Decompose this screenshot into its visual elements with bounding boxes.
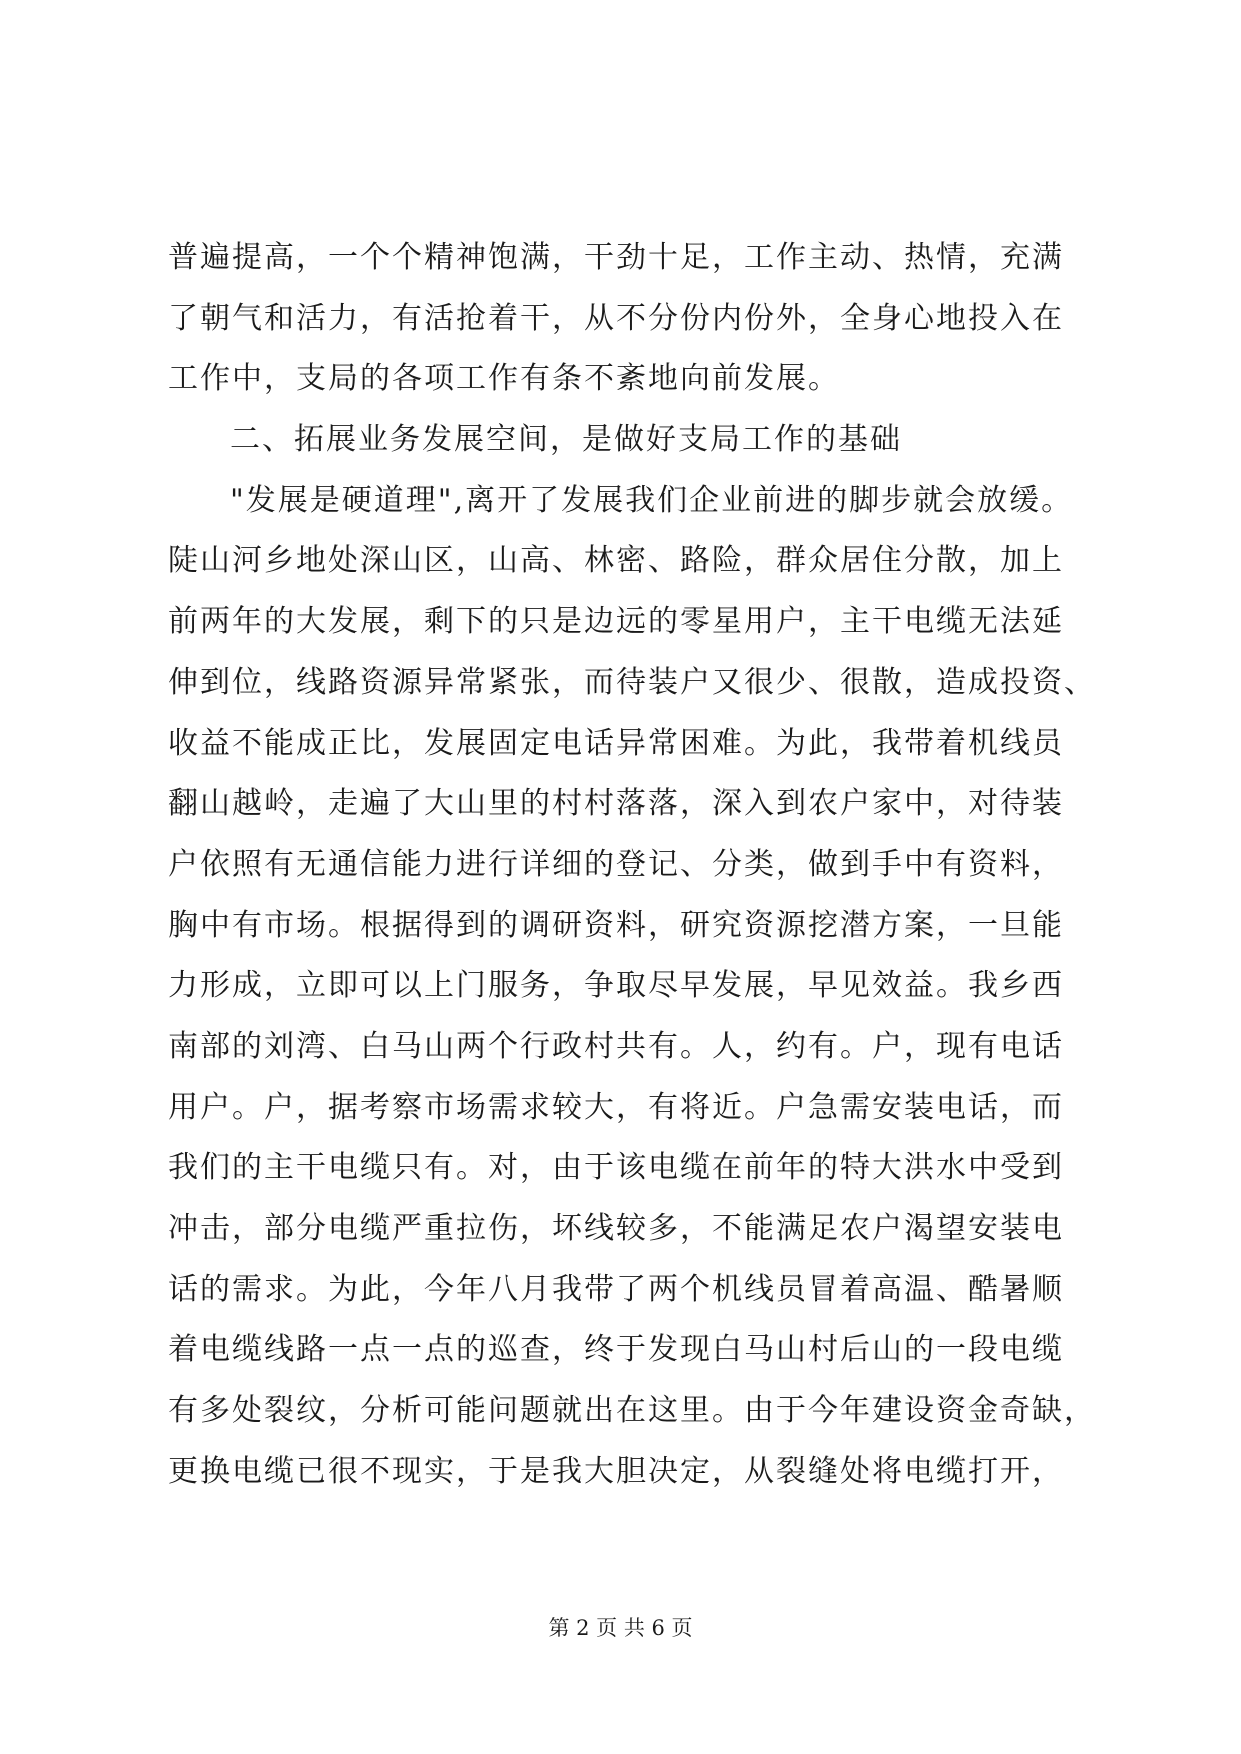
text-line: "发展是硬道理",离开了发展我们企业前进的脚步就会放缓。: [230, 482, 1074, 518]
text-line: 收益不能成正比，发展固定电话异常困难。为此，我带着机线员: [168, 725, 1064, 761]
text-line: 户依照有无通信能力进行详细的登记、分类，做到手中有资料，: [168, 846, 1064, 882]
text-line: 伸到位，线路资源异常紧张，而待装户又很少、很散，造成投资、: [168, 664, 1096, 700]
text-line: 胸中有市场。根据得到的调研资料，研究资源挖潜方案，一旦能: [168, 907, 1064, 943]
text-line: 冲击，部分电缆严重拉伤，坏线较多，不能满足农户渴望安装电: [168, 1211, 1064, 1246]
text-line: 力形成，立即可以上门服务，争取尽早发展，早见效益。我乡西: [168, 968, 1064, 1004]
text-line: 普遍提高，一个个精神饱满，干劲十足，工作主动、热情，充满: [168, 240, 1064, 275]
text-line: 前两年的大发展，剩下的只是边远的零星用户，主干电缆无法延: [168, 604, 1064, 640]
text-line: 着电缆线路一点一点的巡查，终于发现白马山村后山的一段电缆: [168, 1332, 1064, 1368]
text-line: 陡山河乡地处深山区，山高、林密、路险，群众居住分散，加上: [168, 543, 1064, 579]
text-line: 工作中，支局的各项工作有条不紊地向前发展。: [168, 361, 840, 397]
body-text: [168, 228, 1098, 1502]
page-number: 第 2 页 共 6 页: [548, 1616, 693, 1640]
text-line: 话的需求。为此，今年八月我带了两个机线员冒着高温、酷暑顺: [168, 1271, 1064, 1307]
text-line: 我们的主干电缆只有。对，由于该电缆在前年的特大洪水中受到: [168, 1150, 1064, 1186]
text-line: 翻山越岭，走遍了大山里的村村落落，深入到农户家中，对待装: [168, 786, 1064, 822]
section-heading: 二、拓展业务发展空间，是做好支局工作的基础: [230, 422, 902, 458]
text-line: 用户。户，据考察市场需求较大，有将近。户急需安装电话，而: [168, 1089, 1064, 1125]
text-line: 了朝气和活力，有活抢着干，从不分份内份外，全身心地投入在: [168, 300, 1064, 336]
text-line: 南部的刘湾、白马山两个行政村共有。人，约有。户，现有电话: [168, 1028, 1064, 1064]
text-line: 更换电缆已很不现实，于是我大胆决定，从裂缝处将电缆打开，: [168, 1453, 1064, 1489]
page-footer: [0, 1613, 1241, 1643]
text-line: 有多处裂纹，分析可能问题就出在这里。由于今年建设资金奇缺，: [168, 1393, 1096, 1429]
